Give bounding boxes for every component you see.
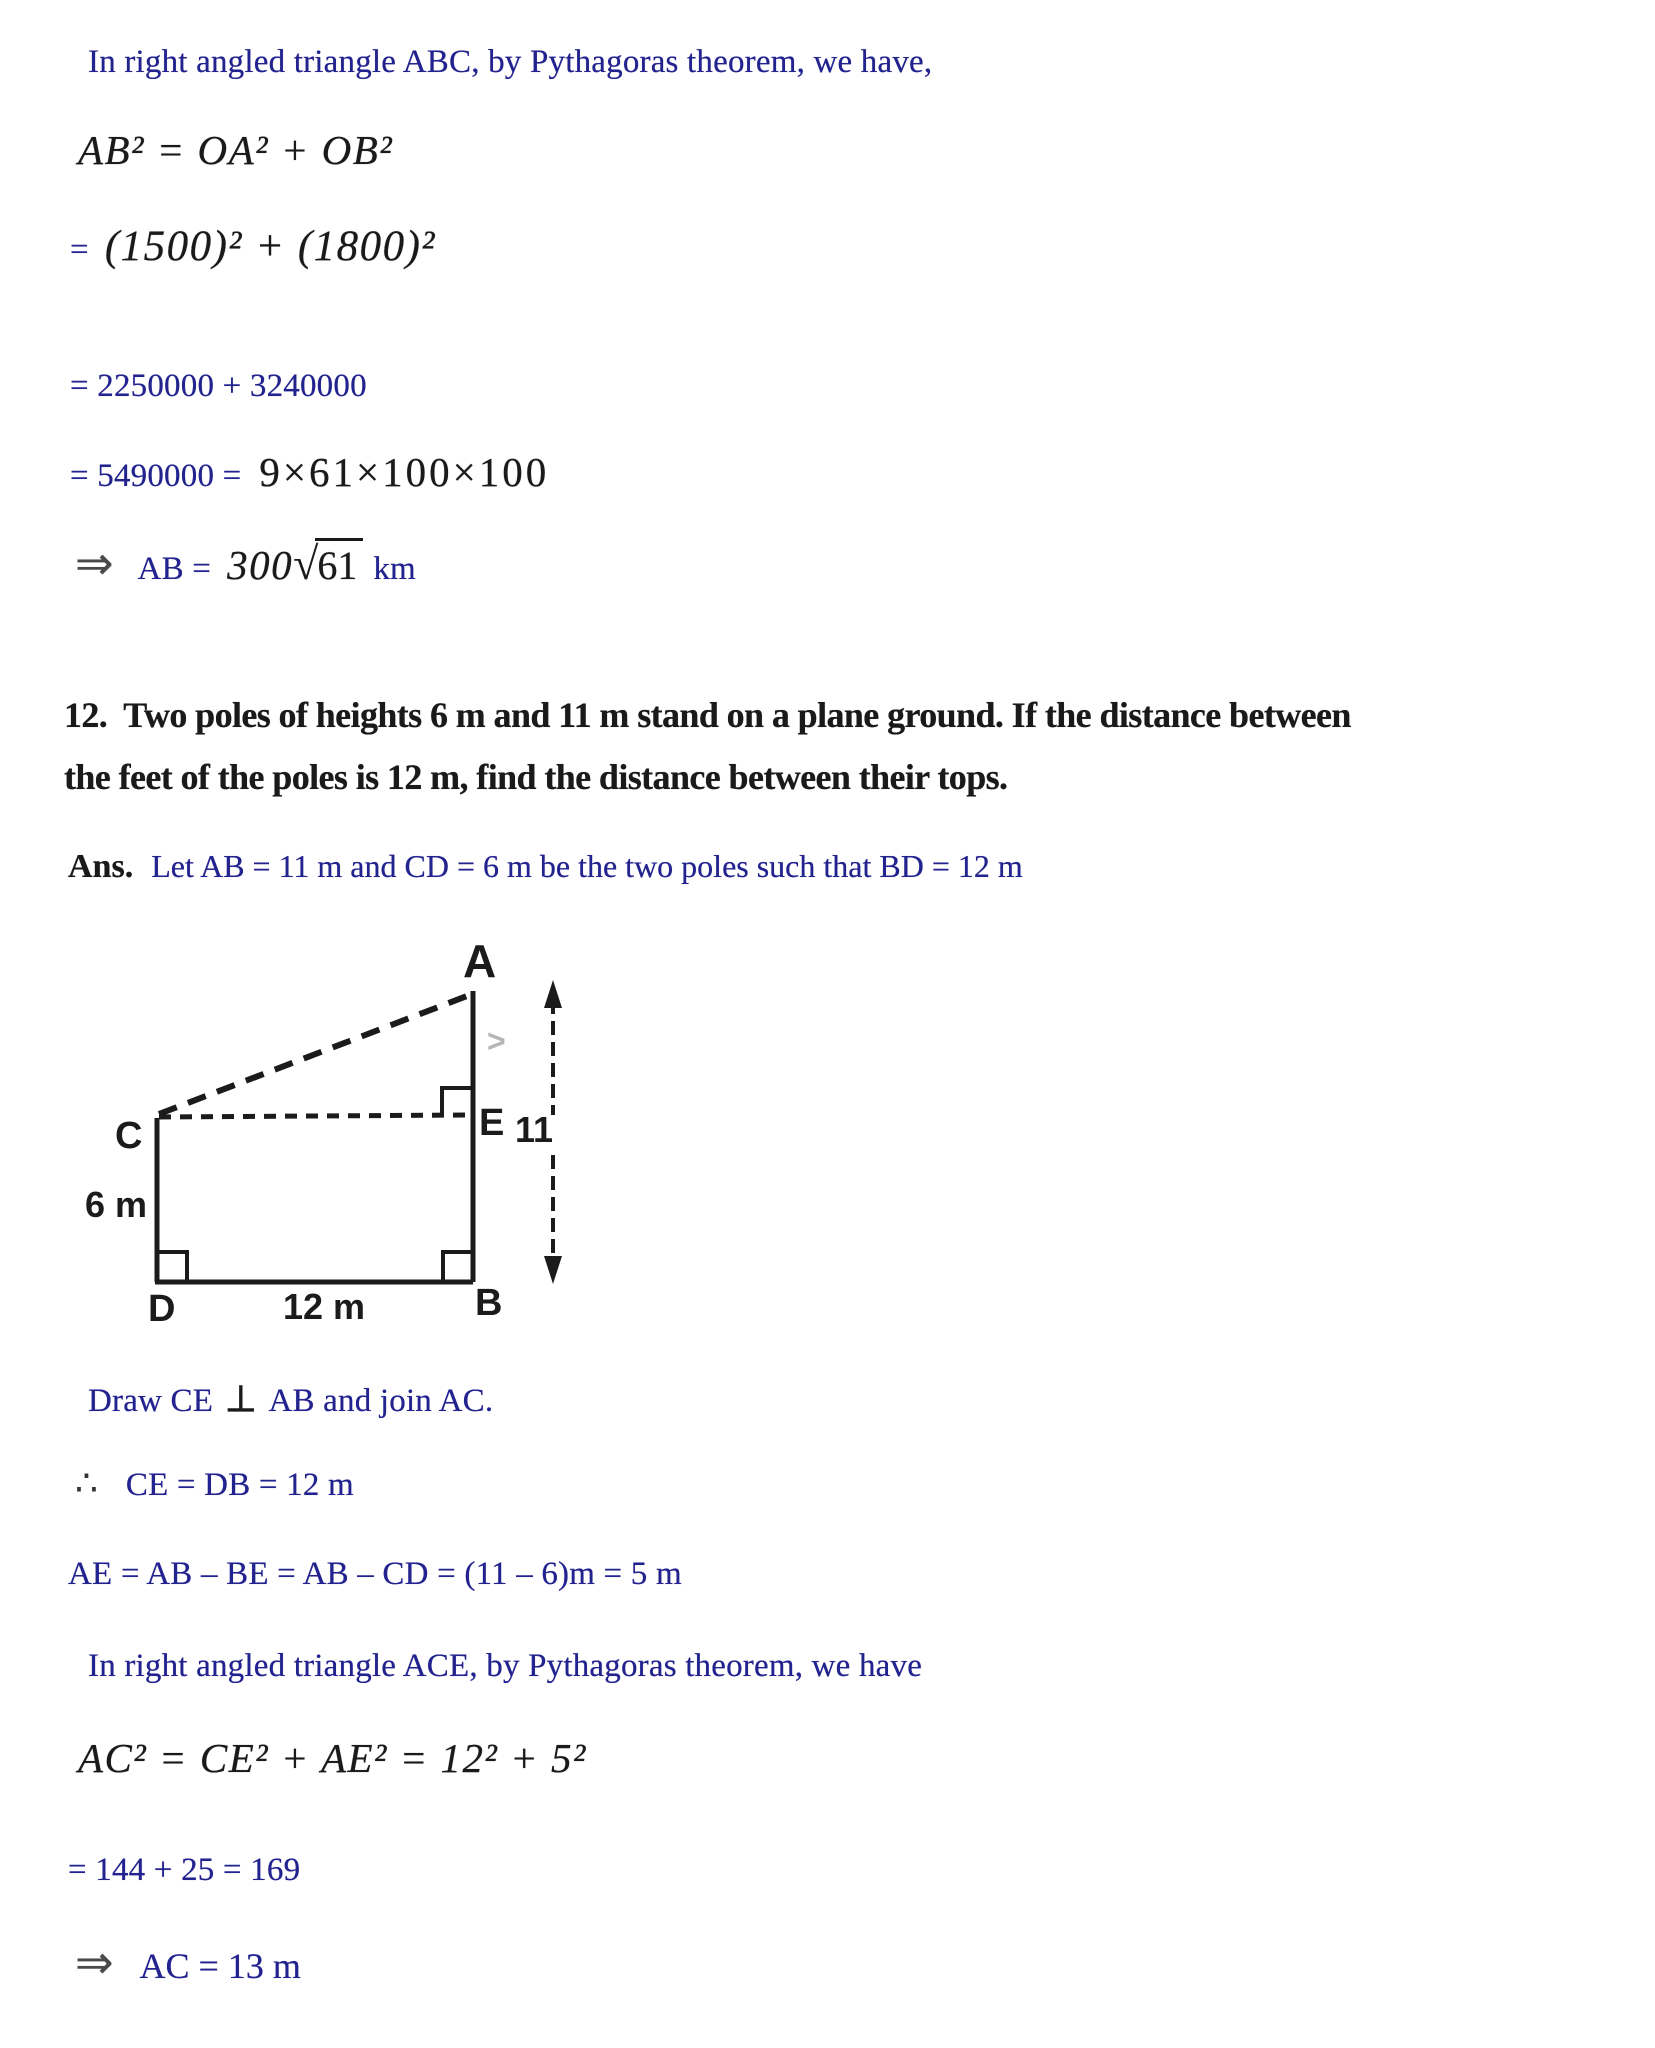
answer-setup-text: Let AB = 11 m and CD = 6 m be the two poles such that BD = 12 m <box>151 848 1023 884</box>
dimension-6m-label: 6 m <box>85 1184 148 1225</box>
poles-diagram <box>55 930 595 1350</box>
direction-tick-icon: > <box>487 1023 506 1059</box>
right-angle-mark-b <box>443 1252 473 1282</box>
result-ab-unit: km <box>373 551 416 587</box>
answer-label: Ans. <box>68 848 134 885</box>
right-angle-mark-e <box>442 1088 473 1116</box>
sqrt-icon: √ <box>293 538 319 589</box>
height-arrow-top-head-icon <box>544 980 562 1008</box>
vertex-label-e: E <box>479 1102 505 1144</box>
ce-equals-line <box>75 1462 354 1504</box>
right-angle-mark-d <box>157 1252 187 1282</box>
vertex-label-a: A <box>463 935 497 987</box>
therefore-icon: ∴ <box>75 1463 98 1503</box>
vertex-label-d: D <box>148 1288 176 1330</box>
question-text-line1: Two poles of heights 6 m and 11 m stand on a plane ground. If the distance between <box>123 695 1351 735</box>
solution-intro-line: In right angled triangle ABC, by Pythagoras theorem, we have, <box>88 44 933 80</box>
height-arrow-bottom-head-icon <box>544 1256 562 1284</box>
result-ab-line <box>75 537 416 590</box>
dimension-12m-label: 12 m <box>283 1286 366 1327</box>
draw-ce-line <box>88 1378 493 1420</box>
vertex-label-c: C <box>115 1115 143 1157</box>
segment-ca-dashed-line <box>159 996 467 1114</box>
dimension-11-label: 11 <box>515 1109 554 1150</box>
question-12-line2: the feet of the poles is 12 m, find the distance between their tops. <box>64 757 1008 797</box>
result-ac-text: AC = 13 m <box>139 1946 301 1986</box>
equation-sum-line: = 2250000 + 3240000 <box>70 368 367 404</box>
ce-equals-text: CE = DB = 12 m <box>125 1467 354 1503</box>
ace-intro-line: In right angled triangle ACE, by Pythagoras theorem, we have <box>88 1648 923 1684</box>
equation-factor-line <box>70 448 549 496</box>
result-ab-lhs: AB = <box>137 551 212 587</box>
implies-arrow-icon-2: ⇒ <box>75 1937 114 1988</box>
ae-equation-line: AE = AB – BE = AB – CD = (11 – 6)m = 5 m <box>68 1556 682 1592</box>
draw-ce-post: AB and join AC. <box>268 1383 494 1419</box>
equation-ac: AC² = CE² + AE² = 12² + 5² <box>78 1735 587 1781</box>
sum-169-line: = 144 + 25 = 169 <box>68 1852 301 1888</box>
segment-ce-dashed-line <box>159 1115 469 1117</box>
draw-ce-pre: Draw CE <box>88 1383 214 1419</box>
equation-pythagoras: AB² = OA² + OB² <box>78 127 394 173</box>
factor-prefix: = 5490000 = <box>70 458 242 494</box>
equation-substitution-math: (1500)² + (1800)² <box>104 223 436 270</box>
result-ac-line <box>75 1937 301 1988</box>
vertex-label-b: B <box>475 1282 503 1324</box>
question-12-line1 <box>64 694 1351 736</box>
question-number: 12. <box>64 695 108 735</box>
result-ab-radicand: 61 <box>315 538 363 589</box>
answer-setup-line <box>68 848 1023 886</box>
equation-substitution <box>70 222 436 271</box>
perpendicular-icon: ⊥ <box>225 1379 257 1419</box>
result-ab-coeff: 300 <box>227 542 294 588</box>
equals-sign: = <box>70 232 89 268</box>
factor-math: 9×61×100×100 <box>259 449 550 495</box>
implies-arrow-icon: ⇒ <box>75 538 114 589</box>
